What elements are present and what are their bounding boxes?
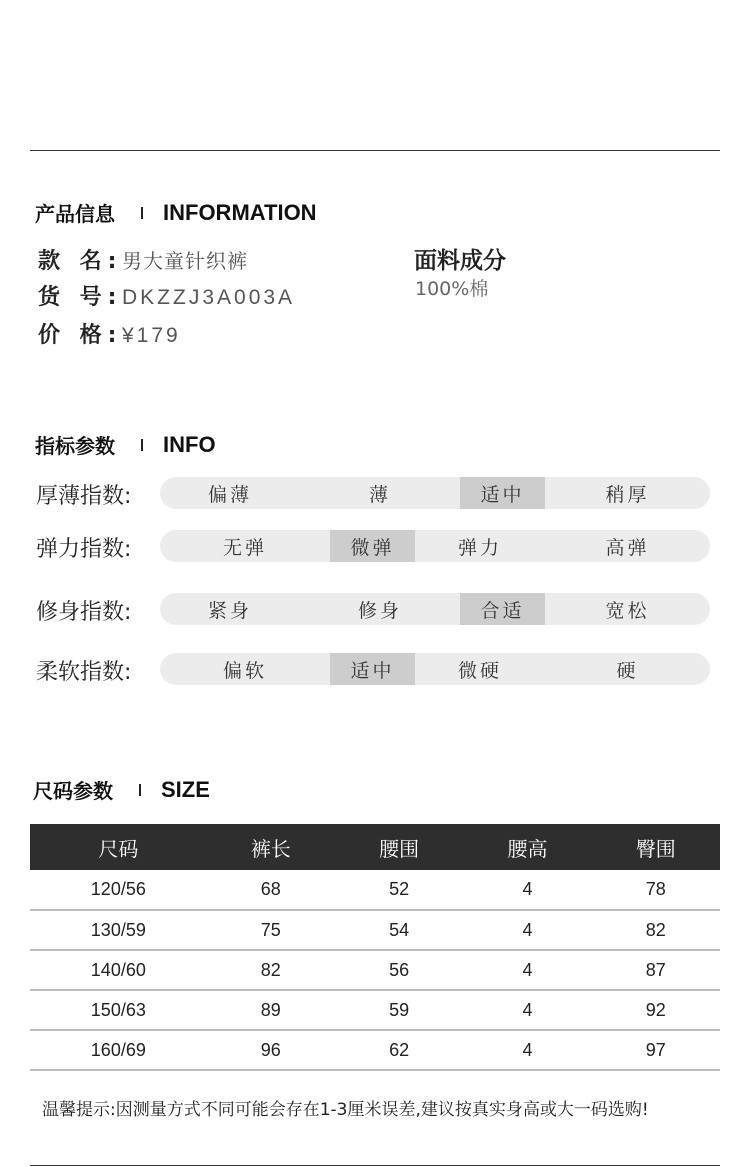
table-cell: 62 [335,1030,463,1070]
bottom-divider [30,1165,720,1166]
index-label: 厚薄指数: [36,484,132,509]
index-option: 偏薄 [207,483,252,506]
size-table-header-cell: 臀围 [592,824,720,870]
table-row [30,950,720,990]
fabric-value: 100%棉 [415,278,489,300]
style-name-value: 男大童针织裤 [122,249,248,273]
table-cell: 96 [207,1030,335,1070]
index-section-title-cn: 指标参数 [35,434,115,458]
size-table [30,824,720,1071]
size-section-title-cn: 尺码参数 [33,779,113,803]
info-section-title-cn: 产品信息 [35,202,115,226]
info-section-header [35,198,317,227]
price-row [38,318,181,349]
index-option: 稍厚 [605,483,650,506]
style-name-label: 款 名: [38,249,123,274]
size-table-header [30,824,720,870]
index-row [36,530,710,564]
index-option: 弹力 [457,536,502,559]
index-row [36,593,710,627]
size-table-header-cell: 裤长 [207,824,335,870]
index-label: 弹力指数: [36,537,132,562]
table-cell: 4 [463,990,591,1030]
table-row [30,990,720,1030]
table-cell: 89 [207,990,335,1030]
index-option: 紧身 [207,599,252,622]
index-option: 微硬 [457,659,502,682]
section-separator [141,439,143,451]
size-section-title-en: SIZE [161,776,210,802]
index-option: 微弹 [330,530,415,562]
table-cell: 4 [463,870,591,910]
index-section-header [35,430,216,459]
index-option: 薄 [368,483,391,506]
table-cell: 68 [207,870,335,910]
table-cell: 4 [463,950,591,990]
index-option: 宽松 [605,599,650,622]
table-cell: 82 [207,950,335,990]
size-section-header [33,775,210,804]
table-cell: 4 [463,910,591,950]
index-label: 柔软指数: [36,660,132,685]
table-cell: 52 [335,870,463,910]
size-table-header-cell: 尺码 [30,824,207,870]
table-cell: 82 [592,910,720,950]
table-cell: 4 [463,1030,591,1070]
table-cell: 130/59 [30,910,207,950]
index-option: 硬 [616,659,639,682]
table-cell: 150/63 [30,990,207,1030]
index-option: 合适 [460,593,545,625]
index-option: 偏软 [222,659,267,682]
table-row [30,870,720,910]
index-option: 无弹 [222,536,267,559]
section-separator [141,207,143,219]
index-row [36,477,710,511]
table-cell: 160/69 [30,1030,207,1070]
info-section-title-en: INFORMATION [163,199,317,225]
item-code-value: DKZZJ3A003A [122,286,296,309]
table-cell: 56 [335,950,463,990]
size-table-header-cell: 腰高 [463,824,591,870]
index-option: 适中 [460,477,545,509]
index-row [36,653,710,687]
table-cell: 97 [592,1030,720,1070]
table-cell: 92 [592,990,720,1030]
item-code-row [38,280,295,311]
table-cell: 59 [335,990,463,1030]
table-cell: 78 [592,870,720,910]
index-label: 修身指数: [36,600,132,625]
table-cell: 87 [592,950,720,990]
index-track [160,530,710,562]
table-row [30,910,720,950]
section-separator [139,784,141,796]
item-code-label: 货 号: [38,285,123,310]
index-option: 修身 [357,599,402,622]
table-cell: 120/56 [30,870,207,910]
fabric-title: 面料成分 [414,248,506,274]
index-option: 高弹 [605,536,650,559]
style-name-row [38,244,248,275]
index-section-title-en: INFO [163,431,216,457]
measurement-tip: 温馨提示:因测量方式不同可能会存在1-3厘米误差,建议按真实身高或大一码选购! [42,1100,649,1120]
price-label: 价 格: [38,323,123,348]
index-option: 适中 [330,653,415,685]
index-track [160,593,710,625]
size-table-header-cell: 腰围 [335,824,463,870]
index-track [160,477,710,509]
index-track [160,653,710,685]
table-cell: 54 [335,910,463,950]
table-cell: 75 [207,910,335,950]
price-value: ¥179 [122,324,181,347]
top-divider [30,150,720,151]
table-cell: 140/60 [30,950,207,990]
table-row [30,1030,720,1070]
